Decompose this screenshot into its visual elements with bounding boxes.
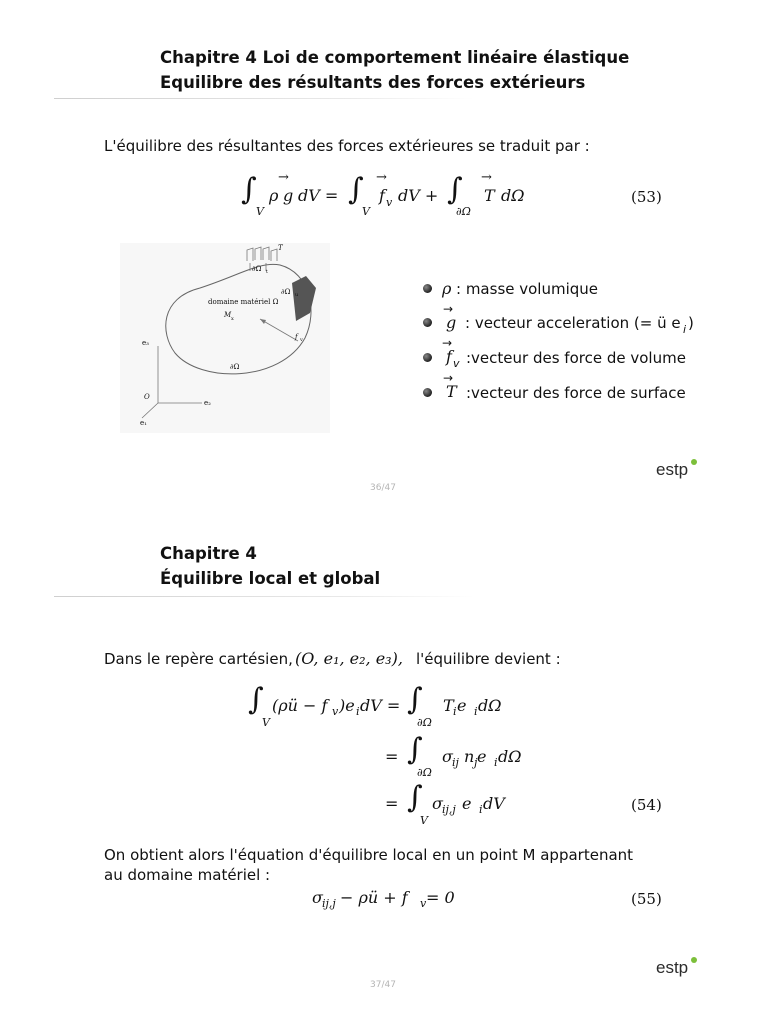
intro-text: Dans le repère cartésien,	[104, 650, 293, 668]
slide-title-line2: Equilibre des résultants des forces extérieurs	[160, 73, 586, 92]
equation-number: (54)	[631, 796, 662, 814]
lhs-term-2: )e	[339, 696, 355, 715]
rhs-term-3: dΩ	[478, 696, 502, 715]
bullet-symbol-t: T	[446, 382, 457, 401]
domega: dΩ	[501, 186, 525, 205]
domega: dΩ	[498, 747, 522, 766]
lhs-term-sub: v	[332, 705, 339, 718]
integral-sub-domega: ∂Ω	[456, 205, 471, 218]
g-vector: g	[283, 186, 294, 205]
domain-figure	[120, 243, 330, 433]
t-vector: T	[484, 186, 495, 205]
eq55-middle: − ρü + f	[340, 888, 408, 907]
label-e1: e₁	[140, 419, 147, 427]
e-sub: i	[479, 803, 483, 816]
sigma-term: σ	[442, 747, 453, 766]
dv: dV	[483, 794, 505, 813]
rhs-term-2-sub: i	[474, 705, 478, 718]
dv-equals: dV =	[298, 186, 339, 205]
fv-sub: v	[420, 897, 427, 910]
rhs-term: T	[443, 696, 454, 715]
bullet-text-sub: i	[683, 323, 687, 336]
sigma-sub: ij,j	[322, 897, 336, 910]
bullet-text: : vecteur acceleration (= ü e	[465, 314, 681, 332]
eq55-end: = 0	[426, 888, 455, 907]
vector-arrow: →	[443, 371, 454, 385]
bullet-symbol-fv: f	[446, 347, 452, 366]
label-e3: e₃	[142, 339, 149, 347]
estp-logo: estp	[656, 958, 689, 977]
sigma-term: σ	[312, 888, 323, 907]
equation-number: (55)	[631, 890, 662, 908]
equals-sign: =	[385, 794, 399, 813]
bullet-dot	[423, 318, 432, 327]
label-domega: ∂Ω	[230, 363, 240, 371]
bullet-text: : masse volumique	[456, 280, 599, 298]
vector-arrow: →	[442, 336, 453, 350]
bullet-text-tail: )	[688, 314, 694, 332]
dv-plus: dV +	[398, 186, 439, 205]
label-fv-sub: v	[300, 337, 303, 343]
vector-arrow: →	[443, 302, 454, 316]
integral-sign: ∫	[407, 780, 423, 815]
integral-sub-domega: ∂Ω	[417, 766, 432, 779]
integral-sign: ∫	[407, 682, 423, 717]
integral-sub-v: V	[420, 814, 428, 827]
sigma-term: σ	[432, 794, 443, 813]
page-number: 36/47	[370, 483, 396, 493]
e-sub: i	[494, 756, 498, 769]
label-e2: e₂	[204, 399, 211, 407]
label-domega-u: ∂Ω	[281, 288, 291, 296]
vector-arrow: →	[278, 170, 289, 185]
label-fv: f	[295, 333, 298, 341]
bullet-dot	[423, 284, 432, 293]
bullet-symbol-g: g	[446, 313, 457, 332]
logo-dot	[691, 957, 697, 963]
rho-symbol: ρ	[269, 186, 279, 205]
page-number: 37/47	[370, 980, 396, 990]
slide-title-line1: Chapitre 4	[160, 544, 257, 563]
bullet-text: :vecteur des force de surface	[466, 384, 686, 402]
label-m-sub: x	[231, 316, 234, 322]
vector-arrow: →	[376, 170, 387, 185]
rhs-term-sub: i	[453, 705, 457, 718]
label-domain: domaine matériel Ω	[208, 298, 279, 306]
frame-notation: (O, e₁, e₂, e₃),	[295, 649, 403, 668]
integral-sign: ∫	[241, 172, 257, 207]
bullet-symbol-fv-sub: v	[453, 357, 460, 370]
label-domega-t-sub: t	[266, 269, 269, 275]
logo-dot	[691, 459, 697, 465]
vector-arrow: →	[481, 170, 492, 185]
e-term: e	[462, 794, 472, 813]
paragraph-line2: au domaine matériel :	[104, 866, 271, 884]
label-o: O	[144, 393, 150, 401]
bullet-text: :vecteur des force de volume	[466, 349, 686, 367]
intro-text: L'équilibre des résultantes des forces extérieures se traduit par :	[104, 137, 590, 155]
intro-text-tail: l'équilibre devient :	[416, 650, 561, 668]
e-term: e	[477, 747, 487, 766]
domain-diagram	[120, 243, 330, 433]
title-rule	[54, 596, 474, 597]
slide-37	[0, 512, 768, 1024]
integral-sign: ∫	[407, 732, 423, 767]
fv-vector: f	[379, 186, 385, 205]
fv-sub: v	[386, 196, 393, 209]
equals-sign: =	[385, 747, 399, 766]
bullet-symbol-rho: ρ	[442, 279, 452, 298]
lhs-term: (ρü − f	[272, 696, 328, 715]
label-t: T	[278, 244, 283, 252]
bullet-dot	[423, 388, 432, 397]
n-sub: j	[474, 756, 478, 769]
lhs-term-2-sub: i	[356, 705, 360, 718]
n-term: n	[464, 747, 475, 766]
bullet-dot	[423, 353, 432, 362]
sigma-sub: ij,j	[442, 803, 456, 816]
rhs-term-2: e	[457, 696, 467, 715]
label-domega-u-sub: u	[295, 292, 299, 298]
sigma-sub: ij	[452, 756, 459, 769]
lhs-term-3: dV =	[360, 696, 401, 715]
slide-title-line1: Chapitre 4 Loi de comportement linéaire élastique	[160, 48, 630, 67]
integral-sign: ∫	[348, 172, 364, 207]
integral-sign: ∫	[248, 682, 264, 717]
integral-sub-v: V	[262, 716, 270, 729]
slide-title-line2: Équilibre local et global	[160, 569, 381, 588]
equation-number: (53)	[631, 188, 662, 206]
paragraph-line1: On obtient alors l'équation d'équilibre local en un point M appartenant	[104, 846, 634, 864]
label-m: M	[224, 311, 232, 319]
label-domega-t: ∂Ω	[252, 265, 262, 273]
integral-sub-v: V	[362, 205, 370, 218]
estp-logo: estp	[656, 460, 689, 479]
integral-sub-domega: ∂Ω	[417, 716, 432, 729]
integral-sub-v: V	[256, 205, 264, 218]
title-rule	[54, 98, 474, 99]
integral-sign: ∫	[447, 172, 463, 207]
